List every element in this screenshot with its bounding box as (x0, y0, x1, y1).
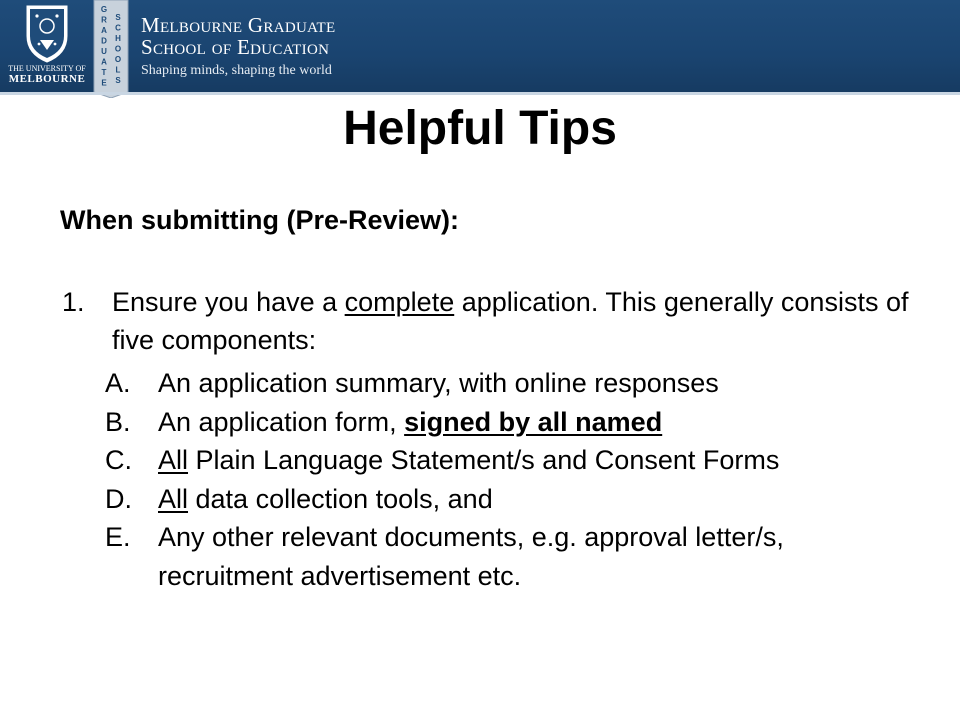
sub-item-underlined: All (158, 483, 189, 514)
school-name (141, 14, 335, 58)
university-line1: THE UNIVERSITY OF (8, 64, 86, 73)
header-banner (0, 0, 960, 92)
schools-letter: S (115, 13, 121, 22)
list-number: 1. (62, 287, 85, 317)
sub-item-text: data collection tools, and (188, 483, 493, 514)
slide-title: Helpful Tips (343, 102, 617, 155)
graduate-letter: A (101, 57, 107, 67)
sub-item-d (105, 480, 905, 519)
sub-item-letter: B. (105, 406, 131, 437)
tagline: Shaping minds, shaping the world (141, 63, 332, 78)
sub-item-text: An application form, (158, 406, 405, 437)
university-name (8, 64, 86, 84)
university-line2: MELBOURNE (8, 73, 86, 85)
sub-item-c (105, 441, 905, 480)
school-name-line2: School of Education (141, 35, 330, 59)
sub-item-letter: C. (105, 445, 132, 475)
sub-item-underlined: All (158, 445, 189, 475)
item1-text-after: application. This generally consists of five components: (112, 287, 909, 355)
sub-item-text: An application summary, with online responses (158, 368, 719, 398)
banner-divider (0, 92, 960, 95)
sub-item-text: Any other relevant documents, e.g. approval letter/s, recruitment advertisement etc. (158, 522, 784, 591)
sub-item-b (105, 403, 905, 442)
sub-item-e (105, 518, 905, 595)
sub-item-emphasis: signed by all named (404, 406, 663, 437)
subheading: When submitting (Pre-Review): (60, 205, 460, 235)
sub-item-a (105, 364, 905, 403)
sub-item-text: Plain Language Statement/s and Consent Forms (188, 445, 780, 475)
schools-letter: O (114, 55, 122, 64)
sub-item-letter: D. (105, 483, 132, 514)
sub-list (105, 364, 905, 595)
graduate-letter: E (101, 78, 107, 88)
schools-letter: S (115, 76, 121, 85)
schools-letter: H (115, 34, 121, 43)
list-item-text (112, 283, 912, 359)
graduate-letter: G (100, 5, 108, 14)
graduate-schools-tag (92, 0, 130, 98)
schools-letter: L (115, 65, 121, 75)
item1-text-before: Ensure you have a (112, 287, 345, 317)
schools-letter: O (114, 44, 122, 54)
graduate-letter: U (101, 47, 107, 56)
schools-letter: C (115, 23, 121, 33)
graduate-letter: T (101, 68, 107, 77)
graduate-letter: A (101, 26, 107, 35)
sub-item-letter: E. (105, 522, 131, 552)
item1-underlined: complete (344, 287, 455, 317)
school-name-line1: Melbourne Graduate (141, 13, 336, 37)
graduate-letter: R (101, 15, 107, 25)
sub-item-letter: A. (105, 368, 131, 398)
graduate-letter: D (101, 36, 107, 46)
